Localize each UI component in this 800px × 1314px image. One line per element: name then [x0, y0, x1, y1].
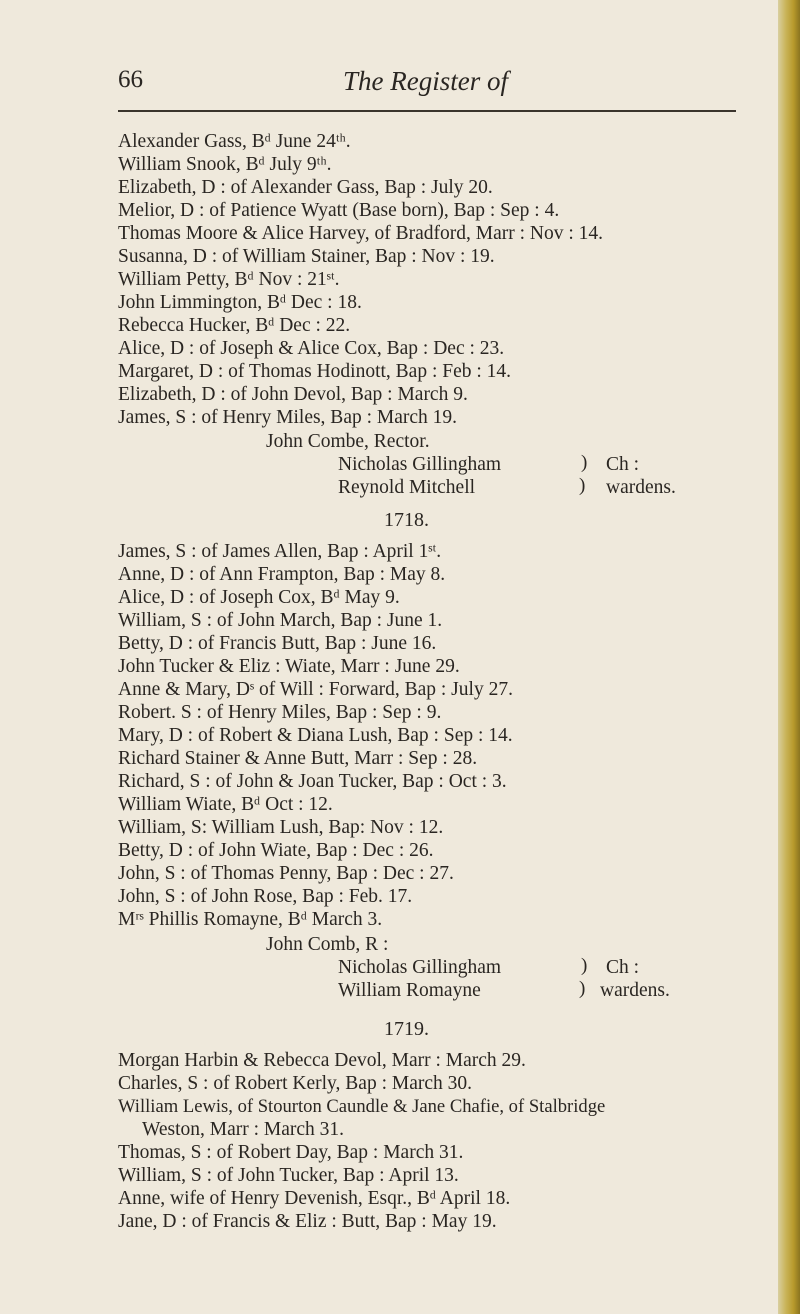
register-entry: William Snook, Bᵈ July 9ᵗʰ.: [118, 154, 332, 175]
register-entry: Thomas, S : of Robert Day, Bap : March 31.: [118, 1142, 464, 1163]
register-entry: William, S: William Lush, Bap: Nov : 12.: [118, 817, 444, 838]
register-entry: William Lewis, of Stourton Caundle & Jane Chafie, of Stalbridge: [118, 1096, 606, 1117]
register-entry: Alice, D : of Joseph & Alice Cox, Bap : Dec : 23.: [118, 338, 505, 359]
rector-signature: John Comb, R :: [266, 934, 389, 955]
brace-bottom: ): [579, 978, 586, 999]
register-entry: John Tucker & Eliz : Wiate, Marr : June 29.: [118, 656, 460, 677]
register-entry: Rebecca Hucker, Bᵈ Dec : 22.: [118, 315, 351, 336]
churchwarden-name: Nicholas Gillingham: [338, 957, 502, 978]
register-entry: Charles, S : of Robert Kerly, Bap : March 30.: [118, 1073, 472, 1094]
register-entry: Susanna, D : of William Stainer, Bap : Nov : 19.: [118, 246, 495, 267]
register-entry: Betty, D : of Francis Butt, Bap : June 16.: [118, 633, 437, 654]
register-entry: Elizabeth, D : of John Devol, Bap : March 9.: [118, 384, 468, 405]
register-entry: Thomas Moore & Alice Harvey, of Bradford, Marr : Nov : 14.: [118, 223, 604, 244]
register-entry: William, S : of John Tucker, Bap : April 13.: [118, 1165, 459, 1186]
register-entry: Richard, S : of John & Joan Tucker, Bap : Oct : 3.: [118, 771, 507, 792]
register-entry: Alexander Gass, Bᵈ June 24ᵗʰ.: [118, 131, 351, 152]
register-entry: Anne & Mary, Dˢ of Will : Forward, Bap : July 27.: [118, 679, 513, 700]
churchwarden-title: wardens.: [606, 477, 676, 498]
register-entry: James, S : of Henry Miles, Bap : March 19.: [118, 407, 458, 428]
register-entry: Alice, D : of Joseph Cox, Bᵈ May 9.: [118, 587, 400, 608]
running-title: The Register of: [343, 66, 508, 96]
register-entry: Elizabeth, D : of Alexander Gass, Bap : July 20.: [118, 177, 493, 198]
register-entry: John Limmington, Bᵈ Dec : 18.: [118, 292, 362, 313]
register-entry: James, S : of James Allen, Bap : April 1ˢᵗ.: [118, 541, 442, 562]
register-entry: Melior, D : of Patience Wyatt (Base born), Bap : Sep : 4.: [118, 200, 560, 221]
gilt-page-edge: [778, 0, 800, 1314]
page-number: 66: [118, 66, 143, 93]
register-entry: William Petty, Bᵈ Nov : 21ˢᵗ.: [118, 269, 340, 290]
churchwarden-title: Ch :: [606, 454, 640, 475]
churchwarden-title: wardens.: [600, 980, 670, 1001]
register-entry: Morgan Harbin & Rebecca Devol, Marr : March 29.: [118, 1050, 526, 1071]
register-entry: William, S : of John March, Bap : June 1.: [118, 610, 443, 631]
year-heading: 1718.: [384, 509, 429, 531]
register-entry: John, S : of John Rose, Bap : Feb. 17.: [118, 886, 413, 907]
register-entry: Robert. S : of Henry Miles, Bap : Sep : 9.: [118, 702, 442, 723]
header-rule: [118, 110, 736, 112]
register-entry: Betty, D : of John Wiate, Bap : Dec : 26.: [118, 840, 434, 861]
register-entry: Anne, wife of Henry Devenish, Esqr., Bᵈ April 18.: [118, 1188, 511, 1209]
register-entry: Margaret, D : of Thomas Hodinott, Bap : Feb : 14.: [118, 361, 512, 382]
register-entry: Richard Stainer & Anne Butt, Marr : Sep : 28.: [118, 748, 478, 769]
register-entry: William Wiate, Bᵈ Oct : 12.: [118, 794, 333, 815]
register-entry: Mary, D : of Robert & Diana Lush, Bap : Sep : 14.: [118, 725, 513, 746]
year-heading: 1719.: [384, 1018, 429, 1040]
brace-top: ): [581, 452, 588, 473]
brace-bottom: ): [579, 475, 586, 496]
brace-top: ): [581, 955, 588, 976]
register-entry: Jane, D : of Francis & Eliz : Butt, Bap : May 19.: [118, 1211, 497, 1232]
rector-signature: John Combe, Rector.: [266, 431, 430, 452]
churchwarden-name: Nicholas Gillingham: [338, 454, 502, 475]
churchwarden-name: William Romayne: [338, 980, 481, 1001]
register-entry: Mʳˢ Phillis Romayne, Bᵈ March 3.: [118, 909, 383, 930]
churchwarden-title: Ch :: [606, 957, 640, 978]
register-entry: John, S : of Thomas Penny, Bap : Dec : 27.: [118, 863, 454, 884]
register-entry: Weston, Marr : March 31.: [142, 1119, 345, 1140]
register-entry: Anne, D : of Ann Frampton, Bap : May 8.: [118, 564, 446, 585]
churchwarden-name: Reynold Mitchell: [338, 477, 476, 498]
